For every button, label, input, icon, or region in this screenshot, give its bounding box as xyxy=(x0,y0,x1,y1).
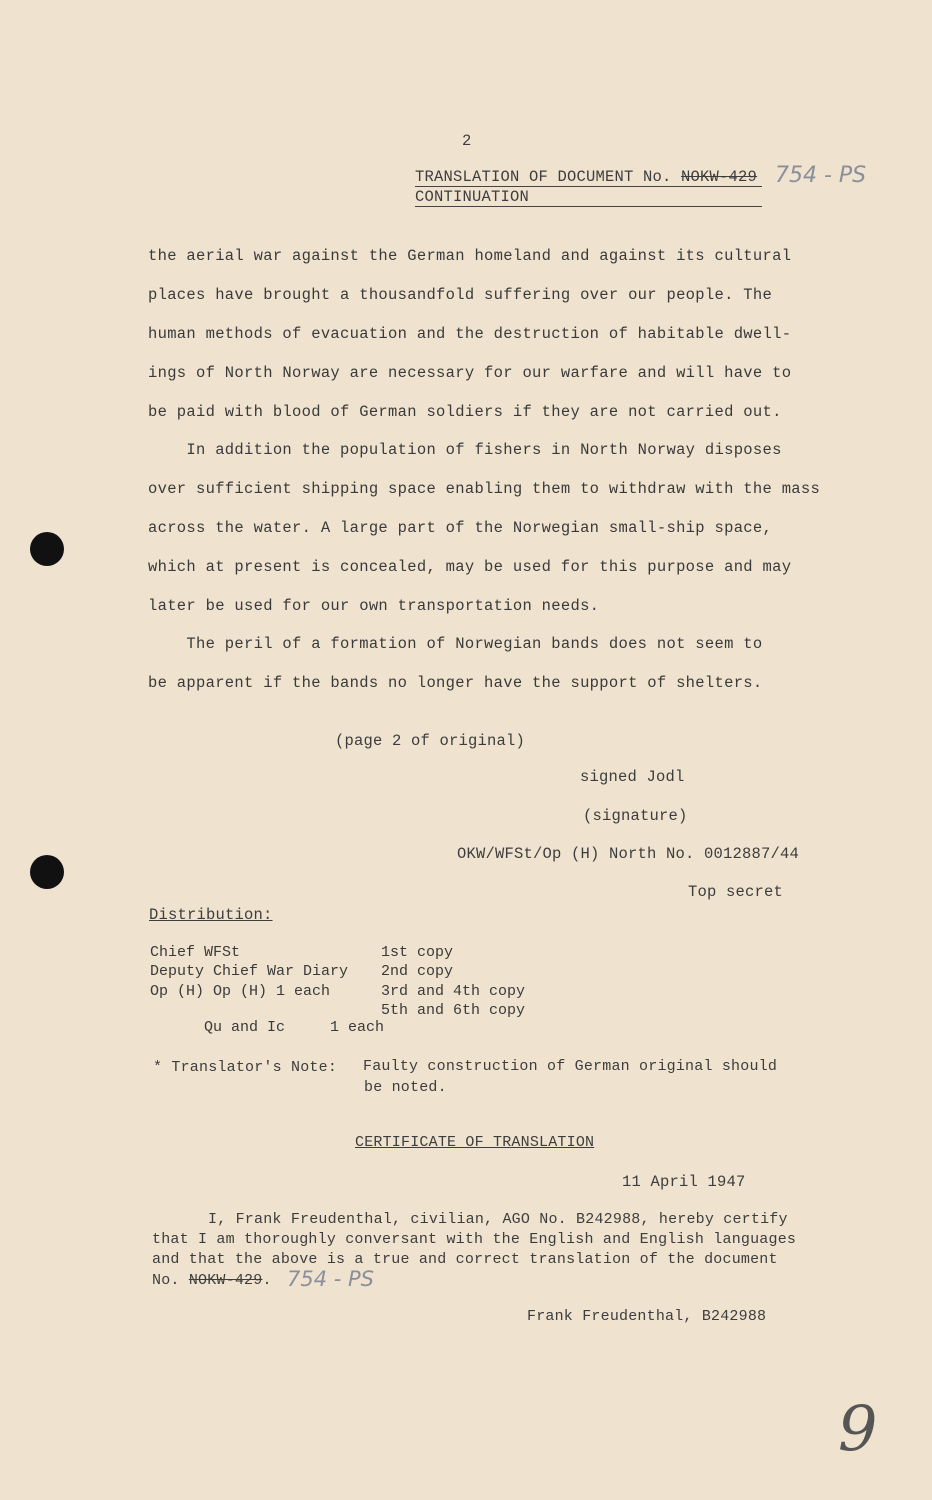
distribution-row xyxy=(150,1002,384,1053)
body-line: human methods of evacuation and the destruction of habitable dwell- xyxy=(148,325,792,343)
distribution-copy: 5th and 6th copy xyxy=(381,1002,526,1019)
binder-hole-bottom xyxy=(30,855,64,889)
header-title-prefix: TRANSLATION OF DOCUMENT No. xyxy=(415,168,682,186)
body-line: The peril of a formation of Norwegian bands does not seem to xyxy=(148,635,763,653)
certificate-line-3: and that the above is a true and correct translation of the document xyxy=(152,1251,778,1268)
certificate-date: 11 April 1947 xyxy=(622,1173,746,1191)
reference-number: OKW/WFSt/Op (H) North No. 0012887/44 xyxy=(457,845,800,863)
certificate-line-4 xyxy=(152,1272,272,1289)
signature-note: (signature) xyxy=(583,807,688,825)
translator-note-label: * Translator's Note: xyxy=(153,1059,338,1076)
handwritten-page-mark: 9 xyxy=(838,1392,878,1465)
distribution-recipient: Qu and Ic 1 each xyxy=(204,1019,385,1036)
header-rule-top xyxy=(415,186,762,187)
page-number: 2 xyxy=(462,132,472,150)
distribution-copy: 2nd copy xyxy=(381,963,454,980)
certificate-line-1: I, Frank Freudenthal, civilian, AGO No. B242988, hereby certify xyxy=(208,1211,788,1228)
header-rule-bottom xyxy=(415,206,762,207)
certificate-heading: CERTIFICATE OF TRANSLATION xyxy=(355,1134,595,1151)
body-line: be apparent if the bands no longer have the support of shelters. xyxy=(148,674,763,692)
certificate-signature: Frank Freudenthal, B242988 xyxy=(527,1308,767,1325)
distribution-row xyxy=(150,944,240,961)
body-line: which at present is concealed, may be used for this purpose and may xyxy=(148,558,792,576)
distribution-heading: Distribution: xyxy=(149,906,273,924)
header-handwritten-number: 754 - PS xyxy=(775,163,867,188)
certificate-line-2: that I am thoroughly conversant with the English and English languages xyxy=(152,1231,797,1248)
distribution-copy: 1st copy xyxy=(381,944,454,961)
certificate-line-4-prefix: No. xyxy=(152,1272,189,1289)
body-line: later be used for our own transportation needs. xyxy=(148,597,600,615)
certificate-doc-no-struck: NOKW-429 xyxy=(188,1272,263,1289)
body-line: places have brought a thousandfold suffering over our people. The xyxy=(148,286,773,304)
distribution-recipient: Chief WFSt xyxy=(150,944,241,961)
page-note: (page 2 of original) xyxy=(335,732,526,750)
header-doc-no-struck: NOKW-429 xyxy=(681,168,758,186)
body-line: the aerial war against the German homeland and against its cultural xyxy=(148,247,792,265)
certificate-handwritten-number: 754 - PS xyxy=(287,1267,375,1291)
distribution-recipient: Op (H) Op (H) 1 each xyxy=(150,983,331,1000)
certificate-line-4-suffix: . xyxy=(262,1272,272,1289)
binder-hole-top xyxy=(30,532,64,566)
header-continuation: CONTINUATION xyxy=(415,188,530,206)
signed-by: signed Jodl xyxy=(580,768,685,786)
body-line: across the water. A large part of the Norwegian small-ship space, xyxy=(148,519,773,537)
body-line: be paid with blood of German soldiers if they are not carried out. xyxy=(148,403,782,421)
classification: Top secret xyxy=(688,883,784,901)
body-line: In addition the population of fishers in North Norway disposes xyxy=(148,441,782,459)
body-line: over sufficient shipping space enabling them to withdraw with the mass xyxy=(148,480,821,498)
distribution-recipient: Deputy Chief War Diary xyxy=(150,963,349,980)
header-title xyxy=(415,168,757,186)
translator-note-line-2: be noted. xyxy=(364,1079,447,1096)
distribution-copy: 3rd and 4th copy xyxy=(381,983,526,1000)
body-line: ings of North Norway are necessary for our warfare and will have to xyxy=(148,364,792,382)
distribution-row xyxy=(150,983,330,1000)
translator-note-line-1: Faulty construction of German original should xyxy=(363,1058,778,1075)
distribution-row xyxy=(150,963,348,980)
